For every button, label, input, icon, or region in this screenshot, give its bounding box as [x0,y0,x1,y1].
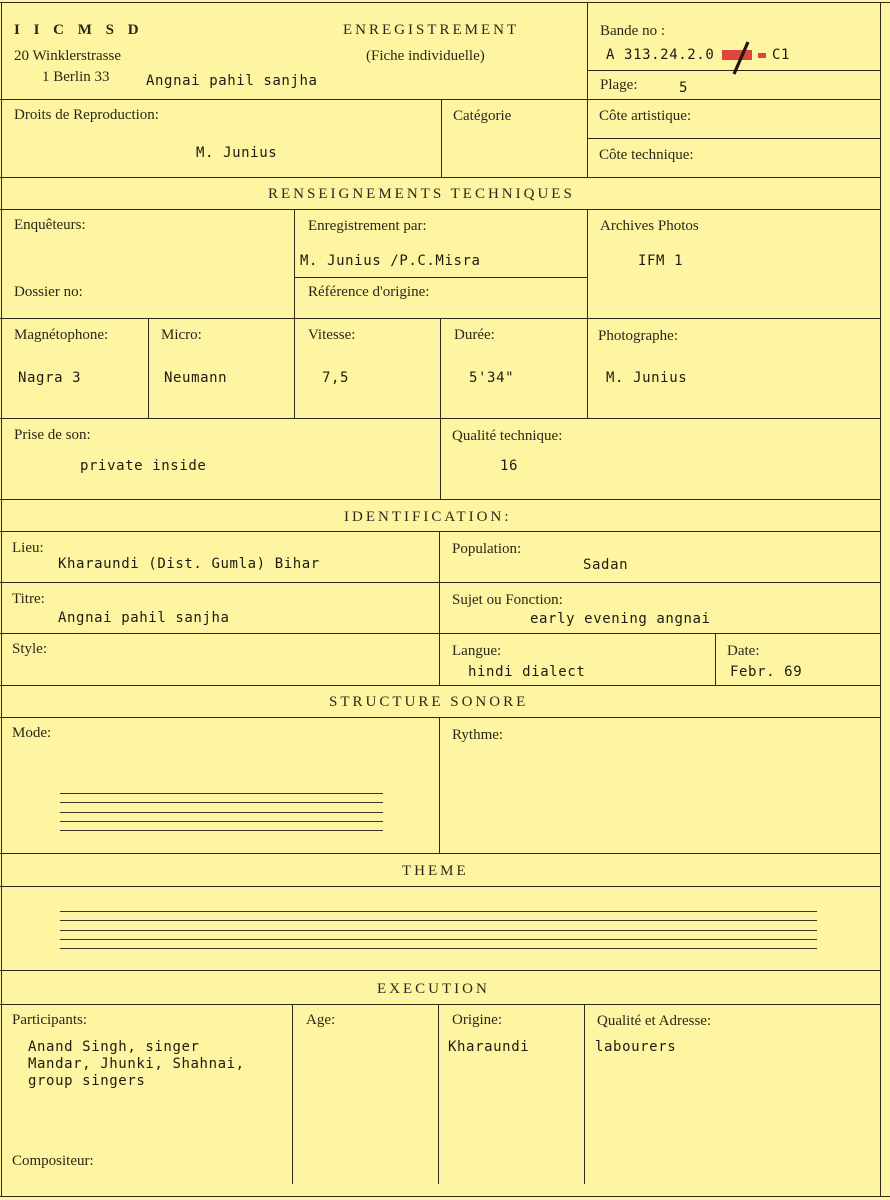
duree-value: 5'34" [469,370,515,386]
staff-line [60,948,817,949]
staff-line [60,939,817,940]
rule [438,1004,439,1184]
rule [0,1004,880,1005]
participants-line: group singers [28,1073,146,1089]
rule [294,209,295,418]
participants-line: Mandar, Jhunki, Shahnai, [28,1056,245,1072]
qualite-adresse-label: Qualité et Adresse: [597,1013,712,1029]
section-title-theme: THEME [402,863,469,879]
rule [880,2,881,1196]
rythme-label: Rythme: [452,727,504,743]
rule [588,138,880,139]
rule [715,633,716,685]
rule [0,99,880,100]
titre-value: Angnai pahil sanjha [58,610,230,626]
section-title-execution: EXECUTION [377,981,490,997]
staff-line [60,821,383,822]
rule [295,277,587,278]
rule [0,1196,890,1197]
staff-line [60,930,817,931]
participants-line: Anand Singh, singer [28,1039,200,1055]
rule [439,531,440,685]
address-line-1: 20 Winklerstrasse [14,48,122,64]
micro-label: Micro: [161,327,202,343]
sujet-value: early evening angnai [530,611,711,627]
reference-label: Référence d'origine: [308,284,430,300]
origine-label: Origine: [452,1012,502,1028]
qualite-adresse-value: labourers [595,1039,677,1055]
categorie-label: Catégorie [453,108,512,124]
section-title-identification: IDENTIFICATION: [344,509,512,525]
date-value: Febr. 69 [730,664,803,680]
photographe-value: M. Junius [606,370,688,386]
enqueteurs-label: Enquêteurs: [14,217,86,233]
rule [1,2,2,1196]
form-subtitle: (Fiche individuelle) [366,48,485,64]
rule [0,177,880,178]
mode-label: Mode: [12,725,52,741]
staff-line [60,812,383,813]
dossier-label: Dossier no: [14,284,83,300]
section-title-structure: STRUCTURE SONORE [329,694,529,710]
prise-de-son-value: private inside [80,458,207,474]
style-label: Style: [12,641,48,657]
population-value: Sadan [583,557,629,573]
plage-value: 5 [679,80,689,96]
langue-value: hindi dialect [468,664,586,680]
staff-line [60,911,817,912]
rule [441,99,442,177]
compositeur-label: Compositeur: [12,1153,94,1169]
rule [0,2,890,3]
lieu-value: Kharaundi (Dist. Gumla) Bihar [58,556,320,572]
droits-value: M. Junius [196,145,278,161]
micro-value: Neumann [164,370,228,386]
rule [0,633,880,634]
rule [440,318,441,499]
staff-line [60,920,817,921]
rule [0,685,880,686]
age-label: Age: [306,1012,336,1028]
qualite-technique-label: Qualité technique: [452,428,563,444]
enregistrement-par-value: M. Junius /P.C.Misra [300,253,481,269]
bande-value-suffix: C1 [772,47,791,63]
population-label: Population: [452,541,522,557]
langue-label: Langue: [452,643,502,659]
magnetophone-value: Nagra 3 [18,370,82,386]
rule [0,499,880,500]
rule [0,970,880,971]
bande-label: Bande no : [600,23,665,39]
rule [0,582,880,583]
lieu-label: Lieu: [12,540,44,556]
rule [148,318,149,418]
participants-label: Participants: [12,1012,87,1028]
section-title-technique: RENSEIGNEMENTS TECHNIQUES [268,186,575,202]
archives-value: IFM 1 [638,253,684,269]
rule [439,717,440,853]
magnetophone-label: Magnétophone: [14,327,109,343]
droits-label: Droits de Reproduction: [14,107,159,123]
red-correction-mark [718,38,774,78]
cote-artistique-label: Côte artistique: [599,108,692,124]
rule [0,853,880,854]
rule [0,886,880,887]
rule [587,2,588,177]
bande-value: A 313.24.2.0 [606,47,715,63]
enregistrement-par-label: Enregistrement par: [308,218,427,234]
form-title: ENREGISTREMENT [343,22,520,38]
institute-logo: I I C M S D [14,22,144,38]
duree-label: Durée: [454,327,495,343]
rule [292,1004,293,1184]
rule [0,531,880,532]
origine-value: Kharaundi [448,1039,530,1055]
date-label: Date: [727,643,760,659]
sujet-label: Sujet ou Fonction: [452,592,563,608]
plage-label: Plage: [600,77,638,93]
vitesse-value: 7,5 [322,370,350,386]
archives-label: Archives Photos [600,218,699,234]
rule [0,717,880,718]
staff-line [60,830,383,831]
rule [584,1004,585,1184]
rule [587,209,588,418]
address-line-2: 1 Berlin 33 [42,69,110,85]
prise-de-son-label: Prise de son: [14,427,91,443]
rule [0,209,880,210]
staff-line [60,802,383,803]
vitesse-label: Vitesse: [308,327,356,343]
titre-label: Titre: [12,591,45,607]
typed-title: Angnai pahil sanjha [146,73,318,89]
staff-line [60,793,383,794]
qualite-technique-value: 16 [500,458,519,474]
photographe-label: Photographe: [598,328,678,344]
cote-technique-label: Côte technique: [599,147,694,163]
